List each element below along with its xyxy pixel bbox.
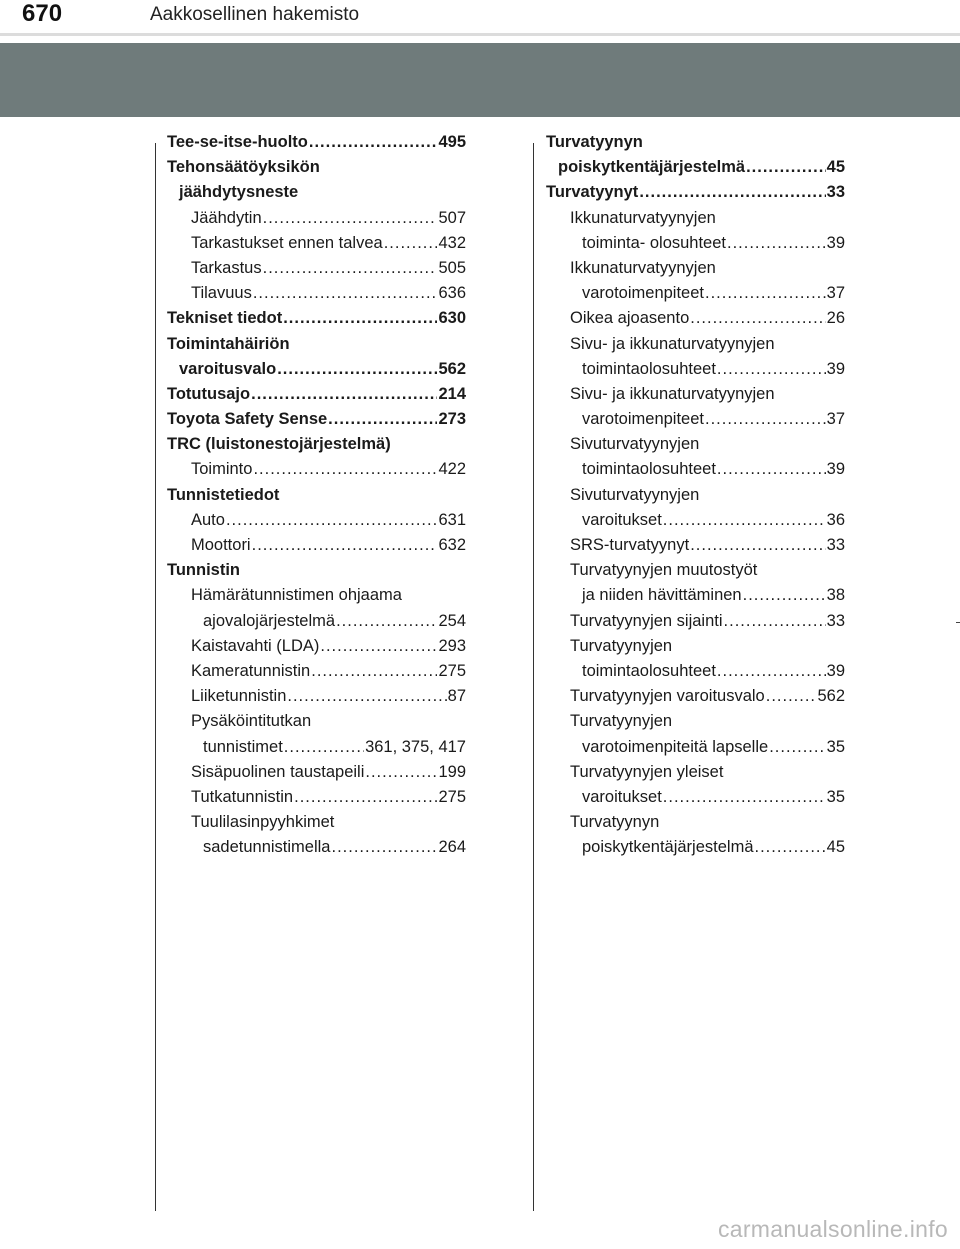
entry-page-number: 35 xyxy=(826,737,845,756)
index-entry xyxy=(546,457,845,482)
index-entry xyxy=(546,332,845,357)
index-entry xyxy=(546,256,845,281)
entry-page-number: 39 xyxy=(826,233,845,252)
dot-leader xyxy=(332,835,438,860)
index-entry xyxy=(546,810,845,835)
entry-text: Pysäköintitutkan xyxy=(191,712,312,731)
index-column-left xyxy=(167,130,466,860)
index-entry xyxy=(546,155,845,180)
entry-page-number: 275 xyxy=(438,661,466,680)
dot-leader xyxy=(639,180,825,205)
index-entry xyxy=(546,130,845,155)
entry-page-number: 199 xyxy=(438,762,466,781)
index-entry xyxy=(167,785,466,810)
dot-leader xyxy=(746,155,826,180)
entry-page-number: 636 xyxy=(438,284,466,303)
entry-text: Sivuturvatyynyjen xyxy=(570,485,700,504)
edge-tick-mark xyxy=(956,622,960,623)
entry-page-number: 432 xyxy=(438,233,466,252)
entry-text: Sivu- ja ikkunaturvatyynyjen xyxy=(570,384,775,403)
entry-text: Sisäpuolinen taustapeili xyxy=(191,762,365,781)
entry-text: Turvatyynyjen sijainti xyxy=(570,611,723,630)
entry-text: Auto xyxy=(191,510,225,529)
entry-page-number: 36 xyxy=(826,510,845,529)
entry-text: jäähdytysneste xyxy=(179,183,299,202)
middle-column-rule xyxy=(533,143,534,1211)
entry-text: Tarkastus xyxy=(191,258,262,277)
dot-leader xyxy=(755,835,826,860)
dot-leader xyxy=(690,306,825,331)
index-entry xyxy=(546,180,845,205)
dot-leader xyxy=(724,609,826,634)
index-entry xyxy=(167,180,466,205)
entry-page-number: 507 xyxy=(438,208,466,227)
entry-text: Turvatyynyjen xyxy=(570,636,673,655)
entry-page-number: 45 xyxy=(826,158,845,177)
entry-text: Sivuturvatyynyjen xyxy=(570,435,700,454)
index-entry xyxy=(546,835,845,860)
index-entry xyxy=(546,735,845,760)
entry-text: Tutkatunnistin xyxy=(191,787,294,806)
dot-leader xyxy=(309,130,438,155)
index-entry xyxy=(546,306,845,331)
page-number: 670 xyxy=(22,0,63,27)
dot-leader xyxy=(263,256,438,281)
dot-leader xyxy=(277,357,437,382)
watermark: carmanualsonline.info xyxy=(717,1216,948,1242)
entry-text: SRS-turvatyynyt xyxy=(570,536,690,554)
entry-text: Hämärätunnistimen ohjaama xyxy=(191,586,402,605)
entry-text: Turvatyynyn xyxy=(546,133,643,151)
entry-page-number: 562 xyxy=(817,687,845,706)
dot-leader xyxy=(336,609,437,634)
dot-leader xyxy=(384,231,438,256)
entry-text: Tuulilasinpyyhkimet xyxy=(191,813,335,832)
dot-leader xyxy=(717,659,826,684)
entry-text: Ikkunaturvatyynyjen xyxy=(570,208,716,227)
dot-leader xyxy=(717,357,826,382)
index-entry xyxy=(167,760,466,785)
entry-page-number: 37 xyxy=(826,284,845,303)
entry-text: Turvatyynyjen xyxy=(570,712,673,731)
index-entry xyxy=(167,483,466,508)
dot-leader xyxy=(769,735,825,760)
index-entry xyxy=(167,256,466,281)
entry-page-number: 33 xyxy=(826,536,845,554)
entry-text: toimintaolosuhteet xyxy=(582,460,716,479)
dot-leader xyxy=(294,785,437,810)
entry-page-number: 45 xyxy=(826,838,845,857)
index-entry xyxy=(546,206,845,231)
entry-text: Tehonsäätöyksikön xyxy=(167,158,320,177)
dot-leader xyxy=(743,583,826,608)
index-entry xyxy=(546,634,845,659)
index-entry xyxy=(546,357,845,382)
dot-leader xyxy=(283,306,437,331)
entry-text: TRC (luistonestojärjestelmä) xyxy=(167,435,391,454)
entry-text: toimintaolosuhteet xyxy=(582,661,716,680)
index-entry xyxy=(167,457,466,482)
entry-page-number: 632 xyxy=(438,536,466,554)
entry-text: Toyota Safety Sense xyxy=(167,410,328,429)
entry-text: varoitukset xyxy=(582,510,662,529)
index-entry xyxy=(546,558,845,583)
dot-leader xyxy=(328,407,437,432)
dot-leader xyxy=(284,735,364,760)
entry-text: varoitukset xyxy=(582,787,662,806)
dot-leader xyxy=(251,382,437,407)
entry-text: Turvatyynyjen muutostyöt xyxy=(570,561,758,580)
header-band xyxy=(0,43,960,117)
index-entry xyxy=(546,533,845,558)
index-entry xyxy=(167,306,466,331)
entry-text: Tilavuus xyxy=(191,284,252,303)
entry-page-number: 33 xyxy=(826,183,845,202)
dot-leader xyxy=(727,231,826,256)
index-entry xyxy=(167,155,466,180)
entry-text: poiskytkentäjärjestelmä xyxy=(558,158,746,177)
entry-page-number: 264 xyxy=(438,838,466,857)
index-entry xyxy=(167,357,466,382)
index-entry xyxy=(167,432,466,457)
dot-leader xyxy=(705,407,826,432)
index-entry xyxy=(167,835,466,860)
index-entry xyxy=(167,659,466,684)
dot-leader xyxy=(365,760,437,785)
entry-text: Kaistavahti (LDA) xyxy=(191,636,320,655)
entry-page-number: 631 xyxy=(438,510,466,529)
index-entry xyxy=(546,684,845,709)
entry-text: toiminta- olosuhteet xyxy=(582,233,726,252)
dot-leader xyxy=(253,281,438,306)
index-entry xyxy=(167,684,466,709)
entry-text: tunnistimet xyxy=(203,737,283,756)
left-column-rule xyxy=(155,143,156,1211)
entry-page-number: 35 xyxy=(826,787,845,806)
index-entry xyxy=(546,382,845,407)
entry-page-number: 39 xyxy=(826,359,845,378)
index-entry xyxy=(546,407,845,432)
dot-leader xyxy=(226,508,438,533)
index-entry xyxy=(167,558,466,583)
entry-page-number: 361, 375, 417 xyxy=(365,737,466,756)
entry-text: ajovalojärjestelmä xyxy=(203,611,336,630)
index-entry xyxy=(167,810,466,835)
index-entry xyxy=(546,231,845,256)
entry-text: poiskytkentäjärjestelmä xyxy=(582,838,754,857)
dot-leader xyxy=(690,533,825,558)
dot-leader xyxy=(263,206,438,231)
dot-leader xyxy=(287,684,446,709)
index-entry xyxy=(546,508,845,533)
entry-text: Moottori xyxy=(191,536,251,554)
index-entry xyxy=(167,583,466,608)
index-entry xyxy=(546,281,845,306)
entry-text: toimintaolosuhteet xyxy=(582,359,716,378)
top-divider xyxy=(0,33,960,36)
index-entry xyxy=(546,760,845,785)
index-entry xyxy=(167,709,466,734)
entry-page-number: 273 xyxy=(438,410,466,429)
entry-text: Toiminto xyxy=(191,460,253,479)
entry-page-number: 495 xyxy=(438,133,466,151)
entry-text: varotoimenpiteitä lapselle xyxy=(582,737,769,756)
entry-text: varotoimenpiteet xyxy=(582,410,704,429)
index-entry xyxy=(167,508,466,533)
entry-page-number: 293 xyxy=(438,636,466,655)
entry-text: sadetunnistimella xyxy=(203,838,331,857)
page-title: Aakkosellinen hakemisto xyxy=(150,4,360,25)
entry-text: varoitusvalo xyxy=(179,359,277,378)
index-entry xyxy=(167,407,466,432)
dot-leader xyxy=(766,684,817,709)
index-entry xyxy=(167,533,466,558)
entry-text: Oikea ajoasento xyxy=(570,309,690,328)
entry-page-number: 275 xyxy=(438,787,466,806)
index-entry xyxy=(167,281,466,306)
index-entry xyxy=(167,130,466,155)
index-entry xyxy=(167,634,466,659)
dot-leader xyxy=(717,457,826,482)
entry-page-number: 26 xyxy=(826,309,845,328)
index-entry xyxy=(546,483,845,508)
dot-leader xyxy=(663,508,826,533)
index-entry xyxy=(167,332,466,357)
index-entry xyxy=(546,785,845,810)
entry-page-number: 254 xyxy=(438,611,466,630)
entry-text: Tunnistetiedot xyxy=(167,485,280,504)
entry-text: Turvatyynyn xyxy=(570,813,660,832)
dot-leader xyxy=(663,785,826,810)
entry-text: Toimintahäiriön xyxy=(167,334,290,353)
entry-text: Kameratunnistin xyxy=(191,661,311,680)
entry-page-number: 422 xyxy=(438,460,466,479)
entry-page-number: 38 xyxy=(826,586,845,605)
dot-leader xyxy=(252,533,438,558)
entry-page-number: 39 xyxy=(826,661,845,680)
index-entry xyxy=(167,735,466,760)
entry-text: Jäähdytin xyxy=(191,208,262,227)
index-entry xyxy=(546,709,845,734)
entry-text: Liiketunnistin xyxy=(191,687,287,706)
entry-text: varotoimenpiteet xyxy=(582,284,704,303)
index-entry xyxy=(167,206,466,231)
entry-text: Tarkastukset ennen talvea xyxy=(191,233,383,252)
index-entry xyxy=(546,609,845,634)
index-entry xyxy=(167,382,466,407)
entry-text: Tunnistin xyxy=(167,561,241,580)
entry-text: Sivu- ja ikkunaturvatyynyjen xyxy=(570,334,775,353)
index-entry xyxy=(167,231,466,256)
index-entry xyxy=(167,609,466,634)
index-entry xyxy=(546,583,845,608)
entry-text: Turvatyynyt xyxy=(546,183,639,202)
entry-page-number: 39 xyxy=(826,460,845,479)
dot-leader xyxy=(320,634,437,659)
entry-text: ja niiden hävittäminen xyxy=(582,586,742,605)
entry-text: Turvatyynyjen yleiset xyxy=(570,762,724,781)
dot-leader xyxy=(311,659,437,684)
entry-page-number: 33 xyxy=(826,611,845,630)
entry-page-number: 214 xyxy=(438,384,466,403)
index-entry xyxy=(546,659,845,684)
entry-page-number: 37 xyxy=(826,410,845,429)
entry-page-number: 630 xyxy=(438,309,466,328)
entry-text: Tekniset tiedot xyxy=(167,309,283,328)
index-column-right xyxy=(546,130,845,860)
entry-page-number: 505 xyxy=(438,258,466,277)
entry-text: Ikkunaturvatyynyjen xyxy=(570,258,716,277)
dot-leader xyxy=(705,281,826,306)
entry-page-number: 562 xyxy=(438,359,466,378)
entry-text: Tee-se-itse-huolto xyxy=(167,133,308,151)
entry-page-number: 87 xyxy=(447,687,466,706)
entry-text: Turvatyynyjen varoitusvalo xyxy=(570,687,765,706)
index-entry xyxy=(546,432,845,457)
entry-text: Totutusajo xyxy=(167,384,251,403)
dot-leader xyxy=(253,457,437,482)
